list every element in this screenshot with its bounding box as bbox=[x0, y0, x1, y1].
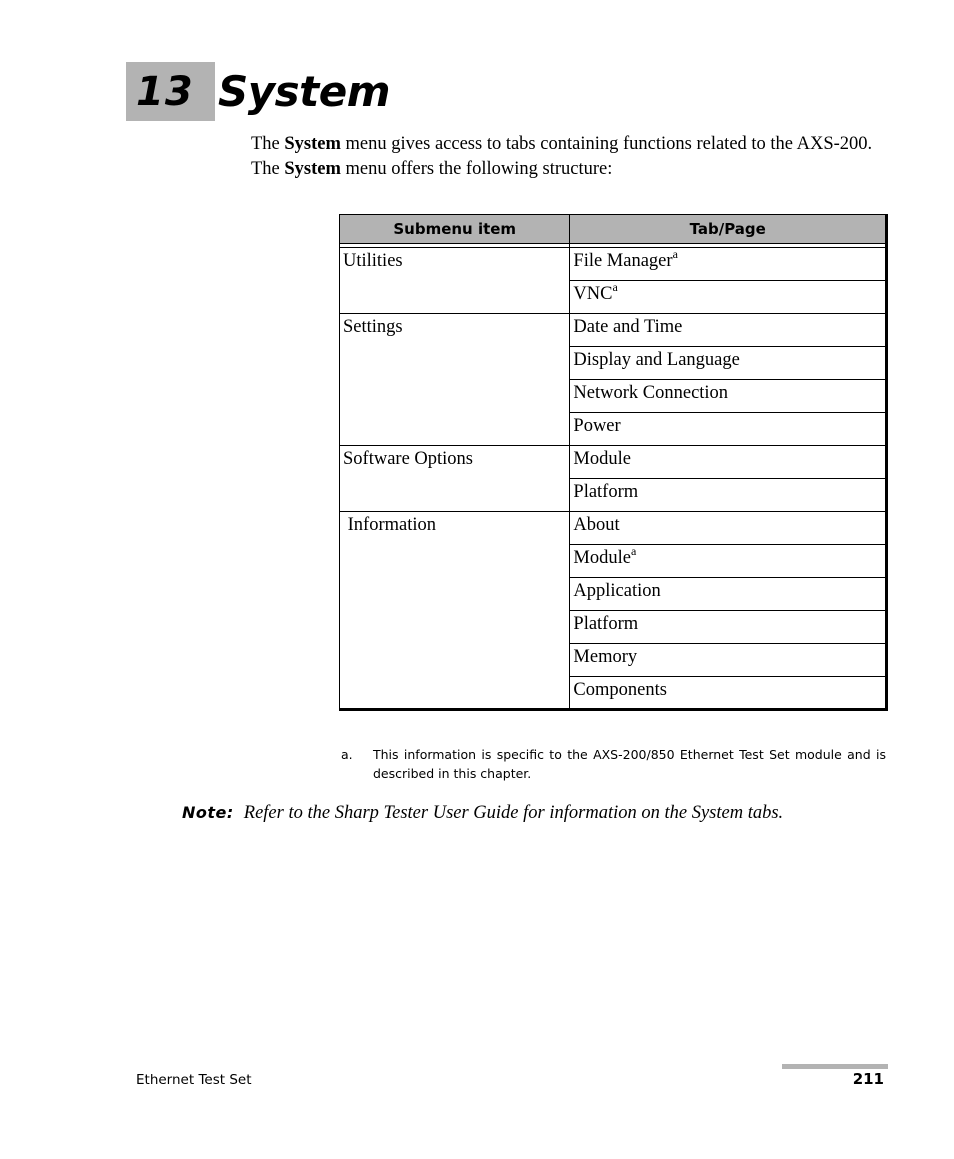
submenu-item-cell: Settings bbox=[340, 314, 570, 446]
tab-page-label: Module bbox=[573, 449, 631, 469]
table-row bbox=[340, 446, 887, 479]
tab-page-cell bbox=[570, 314, 887, 347]
submenu-item-cell: Software Options bbox=[340, 446, 570, 512]
submenu-item-cell: Utilities bbox=[340, 248, 570, 314]
tab-page-cell bbox=[570, 248, 887, 281]
footnote-text: This information is specific to the AXS-200/850 Ethernet Test Set module and is described in this chapter. bbox=[373, 747, 886, 781]
submenu-item-cell: Information bbox=[340, 512, 570, 710]
tab-page-label: Platform bbox=[573, 482, 639, 502]
tab-page-label: File Manager bbox=[573, 251, 673, 271]
tab-page-cell bbox=[570, 479, 887, 512]
footnote-mark: a. bbox=[341, 747, 353, 762]
tab-page-label: Network Connection bbox=[573, 383, 729, 403]
tab-page-cell bbox=[570, 413, 887, 446]
tab-page-label: Platform bbox=[573, 614, 639, 634]
note-label: Note: bbox=[182, 803, 234, 822]
table-header-row bbox=[340, 215, 887, 244]
tab-page-cell bbox=[570, 347, 887, 380]
intro-text-2: menu gives access to tabs containing functions related to the AXS-200. The bbox=[251, 134, 873, 179]
header-submenu-item: Submenu item bbox=[340, 215, 570, 244]
tab-page-label: Date and Time bbox=[573, 317, 683, 337]
tab-page-cell bbox=[570, 611, 887, 644]
table-row bbox=[340, 314, 887, 347]
footer-document-title: Ethernet Test Set bbox=[136, 1072, 252, 1088]
table-body bbox=[340, 244, 887, 710]
intro-text-1: The bbox=[251, 134, 285, 154]
tab-page-cell bbox=[570, 545, 887, 578]
table-row bbox=[340, 248, 887, 281]
note bbox=[182, 800, 902, 826]
table-row bbox=[340, 512, 887, 545]
chapter-number: 13 bbox=[136, 69, 194, 115]
tab-page-label: Application bbox=[573, 581, 661, 601]
intro-text-3: menu offers the following structure: bbox=[340, 159, 613, 179]
tab-page-cell bbox=[570, 512, 887, 545]
header-tab-page: Tab/Page bbox=[570, 215, 887, 244]
tab-page-label: Module bbox=[573, 548, 631, 568]
tab-page-cell bbox=[570, 578, 887, 611]
note-text: Refer to the Sharp Tester User Guide for information on the System tabs. bbox=[243, 803, 784, 823]
footer-page-number: 211 bbox=[852, 1070, 884, 1088]
footnote-reference: a bbox=[630, 544, 637, 558]
system-structure-table bbox=[339, 214, 888, 711]
tab-page-label: VNC bbox=[573, 284, 613, 304]
tab-page-label: Components bbox=[573, 680, 667, 700]
footnote-reference: a bbox=[612, 280, 618, 294]
tab-page-label: Display and Language bbox=[573, 350, 740, 370]
footnote-reference: a bbox=[672, 247, 678, 261]
table-footnote bbox=[341, 745, 886, 783]
intro-bold-2: System bbox=[284, 159, 341, 179]
intro-bold-1: System bbox=[284, 134, 341, 154]
intro-paragraph bbox=[251, 132, 891, 182]
tab-page-cell bbox=[570, 446, 887, 479]
tab-page-cell bbox=[570, 677, 887, 710]
tab-page-cell bbox=[570, 380, 887, 413]
chapter-title: System bbox=[218, 67, 390, 116]
tab-page-cell bbox=[570, 281, 887, 314]
tab-page-label: Memory bbox=[573, 647, 638, 667]
tab-page-cell bbox=[570, 644, 887, 677]
tab-page-label: Power bbox=[573, 416, 621, 436]
tab-page-label: About bbox=[573, 515, 620, 535]
